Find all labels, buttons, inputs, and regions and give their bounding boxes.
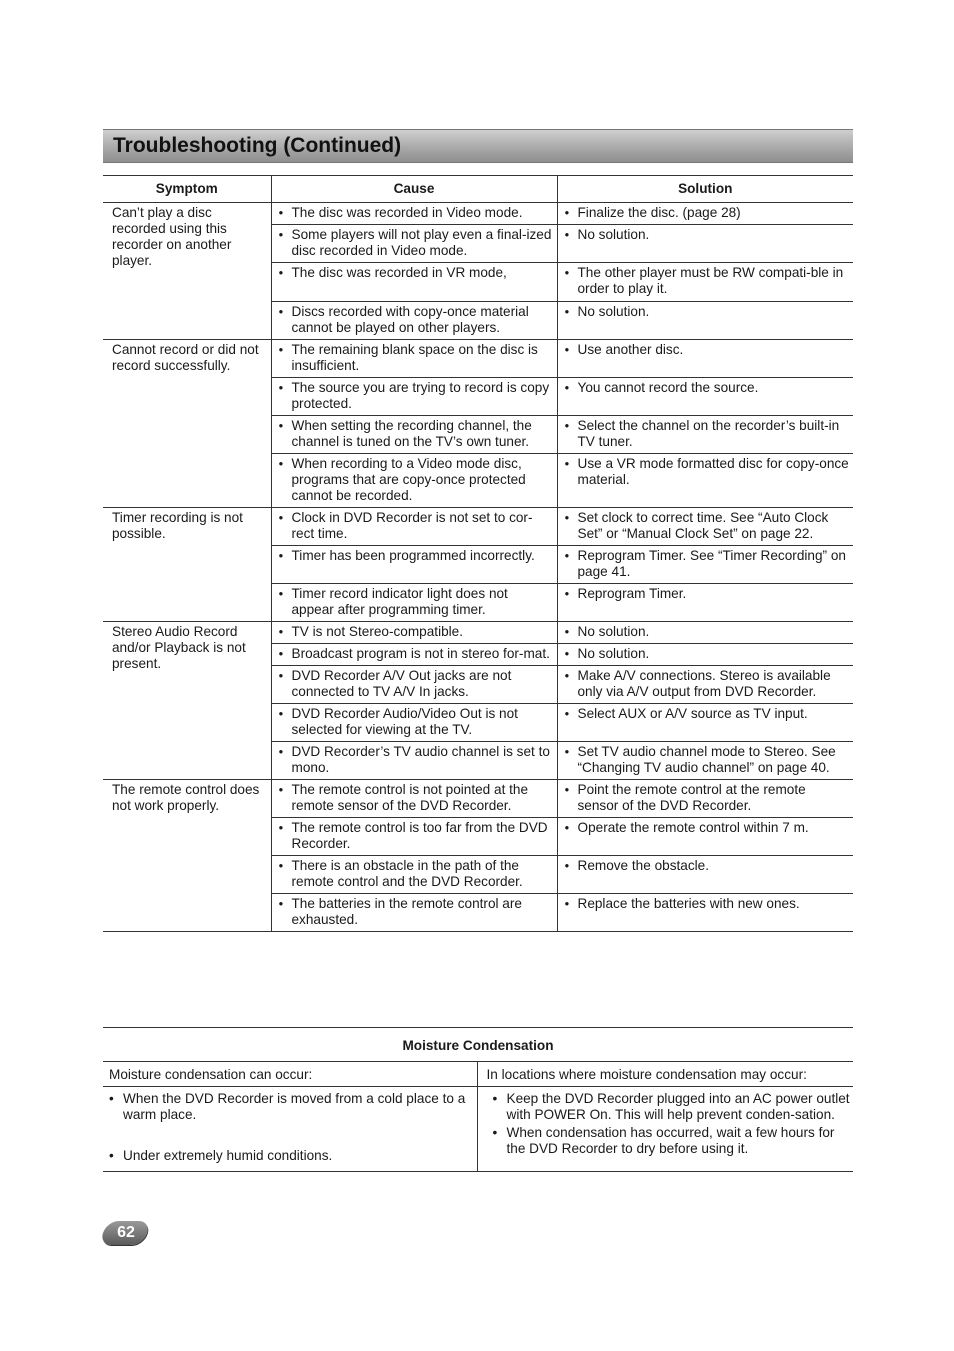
table-row xyxy=(103,203,853,225)
cause-text: ● DVD Recorder Audio/Video Out is not selected for viewing at the TV. xyxy=(292,706,553,738)
cause-cell xyxy=(271,263,557,302)
cause-text: ● When setting the recording channel, the channel is tuned on the TV’s own tuner. xyxy=(292,418,553,450)
symptom-cell: Timer recording is not possible. xyxy=(103,508,271,622)
cause-text: ● The disc was recorded in VR mode, xyxy=(292,265,553,281)
page-number: 62 xyxy=(117,1224,135,1241)
table-header-row xyxy=(103,176,853,203)
list-item: • When condensation has occurred, wait a few hours for the DVD Recorder to dry before using it. xyxy=(487,1125,854,1157)
solution-text: ● Set clock to correct time. See “Auto Clock Set” or “Manual Clock Set” on page 22. xyxy=(578,510,850,542)
cause-cell xyxy=(271,818,557,856)
cause-text: ● There is an obstacle in the path of the remote control and the DVD Recorder. xyxy=(292,858,553,890)
symptom-cell: Can’t play a disc recorded using this recorder on another player. xyxy=(103,203,271,340)
symptom-cell: The remote control does not work properly. xyxy=(103,780,271,932)
moisture-left-cell xyxy=(103,1087,477,1172)
cause-cell xyxy=(271,546,557,584)
solution-text: ● Remove the obstacle. xyxy=(578,858,850,874)
solution-cell xyxy=(557,780,853,818)
cause-cell xyxy=(271,622,557,644)
solution-text: ● No solution. xyxy=(578,304,850,320)
moisture-header-row xyxy=(103,1062,853,1087)
solution-cell xyxy=(557,584,853,622)
page-title: Troubleshooting (Continued) xyxy=(113,134,402,157)
cause-text: ● The remaining blank space on the disc is insufficient. xyxy=(292,342,553,374)
solution-text: ● No solution. xyxy=(578,227,850,243)
solution-cell xyxy=(557,894,853,932)
cause-cell xyxy=(271,856,557,894)
solution-text: ● Select the channel on the recorder’s built-in TV tuner. xyxy=(578,418,850,450)
solution-text: ● Use another disc. xyxy=(578,342,850,358)
solution-text: ● You cannot record the source. xyxy=(578,380,850,396)
cause-cell xyxy=(271,378,557,416)
cause-text: ● The disc was recorded in Video mode. xyxy=(292,205,553,221)
solution-text: ● Operate the remote control within 7 m. xyxy=(578,820,850,836)
solution-cell xyxy=(557,225,853,263)
cause-cell xyxy=(271,742,557,780)
cause-cell xyxy=(271,644,557,666)
solution-cell xyxy=(557,644,853,666)
cause-text: ● When recording to a Video mode disc, programs that are copy-once protected cannot be recorded. xyxy=(292,456,553,504)
cause-text: ● Timer record indicator light does not appear after programming timer. xyxy=(292,586,553,618)
cause-cell xyxy=(271,225,557,263)
solution-text: ● Use a VR mode formatted disc for copy-once material. xyxy=(578,456,850,488)
solution-cell xyxy=(557,622,853,644)
solution-text: ● Make A/V connections. Stereo is available only via A/V output from DVD Recorder. xyxy=(578,668,850,700)
cause-cell xyxy=(271,894,557,932)
solution-cell xyxy=(557,508,853,546)
table-row xyxy=(103,340,853,378)
list-item: • Under extremely humid conditions. xyxy=(103,1148,477,1164)
solution-text: ● No solution. xyxy=(578,624,850,640)
cause-cell xyxy=(271,416,557,454)
moisture-title: Moisture Condensation xyxy=(402,1038,554,1053)
solution-cell xyxy=(557,818,853,856)
cause-text: ● Timer has been programmed incorrectly. xyxy=(292,548,553,564)
header-solution: Solution xyxy=(557,176,853,203)
solution-text: ● Select AUX or A/V source as TV input. xyxy=(578,706,850,722)
cause-text: ● Broadcast program is not in stereo for-mat. xyxy=(292,646,553,662)
solution-text: ● The other player must be RW compati-ble in order to play it. xyxy=(578,265,850,297)
cause-text: ● DVD Recorder’s TV audio channel is set to mono. xyxy=(292,744,553,776)
solution-text: ● Finalize the disc. (page 28) xyxy=(578,205,850,221)
solution-text: ● Reprogram Timer. xyxy=(578,586,850,602)
moisture-right-cell xyxy=(477,1087,853,1172)
moisture-body-row xyxy=(103,1087,853,1172)
solution-cell xyxy=(557,203,853,225)
list-item: • Keep the DVD Recorder plugged into an AC power outlet with POWER On. This will help prevent conden-sation. xyxy=(487,1091,854,1123)
symptom-cell: Stereo Audio Record and/or Playback is not present. xyxy=(103,622,271,780)
cause-text: ● Some players will not play even a final-ized disc recorded in Video mode. xyxy=(292,227,553,259)
header-symptom: Symptom xyxy=(103,176,271,203)
cause-text: ● Clock in DVD Recorder is not set to cor-rect time. xyxy=(292,510,553,542)
moisture-divider xyxy=(103,1027,853,1028)
solution-cell xyxy=(557,416,853,454)
cause-text: ● The batteries in the remote control are exhausted. xyxy=(292,896,553,928)
table-row xyxy=(103,508,853,546)
solution-cell xyxy=(557,546,853,584)
solution-cell xyxy=(557,263,853,302)
solution-cell xyxy=(557,704,853,742)
moisture-table xyxy=(103,1061,853,1172)
cause-cell xyxy=(271,704,557,742)
solution-cell xyxy=(557,340,853,378)
solution-cell xyxy=(557,742,853,780)
cause-cell xyxy=(271,508,557,546)
troubleshooting-table xyxy=(103,175,853,932)
cause-cell xyxy=(271,780,557,818)
solution-text: ● Replace the batteries with new ones. xyxy=(578,896,850,912)
solution-text: ● Set TV audio channel mode to Stereo. See “Changing TV audio channel” on page 40. xyxy=(578,744,850,776)
solution-cell xyxy=(557,666,853,704)
cause-text: ● TV is not Stereo-compatible. xyxy=(292,624,553,640)
cause-text: ● The source you are trying to record is copy protected. xyxy=(292,380,553,412)
cause-text: ● DVD Recorder A/V Out jacks are not connected to TV A/V In jacks. xyxy=(292,668,553,700)
moisture-left-header: Moisture condensation can occur: xyxy=(103,1062,477,1087)
solution-text: ● Reprogram Timer. See “Timer Recording” on page 41. xyxy=(578,548,850,580)
cause-text: ● Discs recorded with copy-once material cannot be played on other players. xyxy=(292,304,553,336)
table-row xyxy=(103,622,853,644)
cause-cell xyxy=(271,340,557,378)
cause-cell xyxy=(271,302,557,340)
cause-cell xyxy=(271,454,557,508)
cause-cell xyxy=(271,203,557,225)
cause-cell xyxy=(271,584,557,622)
solution-text: ● No solution. xyxy=(578,646,850,662)
cause-text: ● The remote control is too far from the DVD Recorder. xyxy=(292,820,553,852)
cause-text: ● The remote control is not pointed at the remote sensor of the DVD Recorder. xyxy=(292,782,553,814)
list-item: • When the DVD Recorder is moved from a cold place to a warm place. xyxy=(103,1091,477,1123)
symptom-cell: Cannot record or did not record successfully. xyxy=(103,340,271,508)
solution-cell xyxy=(557,302,853,340)
solution-cell xyxy=(557,378,853,416)
solution-cell xyxy=(557,856,853,894)
header-cause: Cause xyxy=(271,176,557,203)
table-row xyxy=(103,780,853,818)
solution-cell xyxy=(557,454,853,508)
solution-text: ● Point the remote control at the remote sensor of the DVD Recorder. xyxy=(578,782,850,814)
cause-cell xyxy=(271,666,557,704)
moisture-right-header: In locations where moisture condensation may occur: xyxy=(477,1062,853,1087)
title-bar xyxy=(103,129,853,163)
